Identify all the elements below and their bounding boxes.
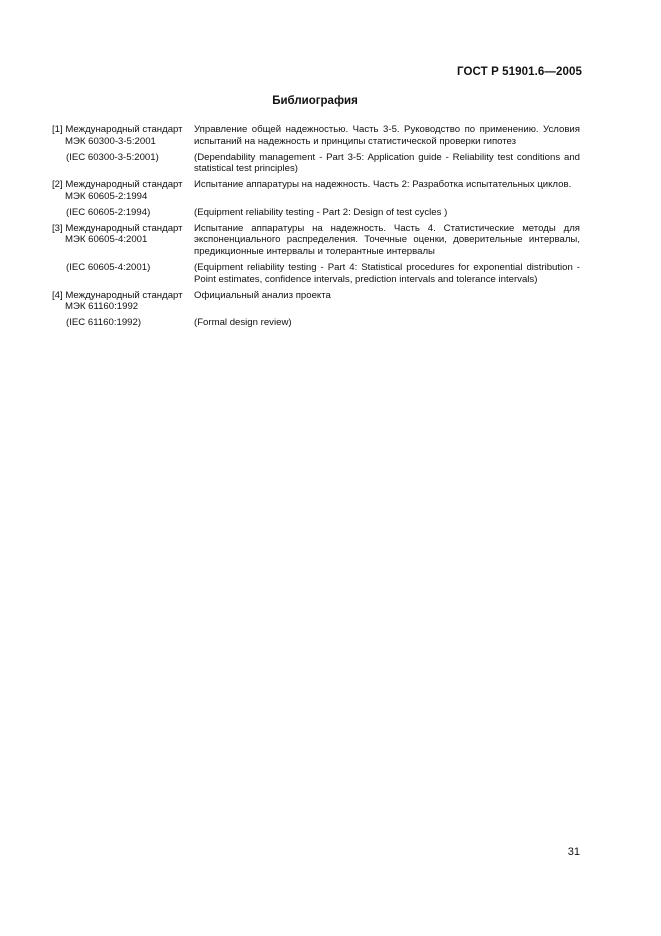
entry-reference bbox=[52, 290, 194, 314]
bibliography-entry-original bbox=[52, 317, 580, 329]
entry-ref-line2: МЭК 60605-4:2001 bbox=[65, 234, 148, 246]
entry-text: Официальный анализ проекта bbox=[194, 289, 331, 301]
bibliography-entry bbox=[52, 124, 580, 148]
entry-text: Испытание аппаратуры на надежность. Часть 4. Статистические методы для экспоненциального распределения. Точечные оценки, доверительные интервалы, предикционные интервалы и толерантные интервалы bbox=[194, 222, 580, 258]
page-number: 31 bbox=[567, 846, 580, 858]
entry-reference bbox=[52, 179, 194, 203]
entry-ref-line2: МЭК 61160:1992 bbox=[65, 301, 139, 313]
entry-ref-line1: [2] Международный стандарт bbox=[52, 179, 183, 191]
entry-original-ref: (IEC 60605-4:2001) bbox=[66, 261, 151, 273]
entry-original-text: (Equipment reliability testing - Part 4: Statistical procedures for exponential distribution - Point estimates, confidence intervals, prediction intervals and tolerance intervals) bbox=[194, 261, 580, 285]
entry-ref-line1: [1] Международный стандарт bbox=[52, 124, 183, 135]
document-id: ГОСТ Р 51901.6—2005 bbox=[457, 66, 582, 78]
entry-ref-line1: [3] Международный стандарт bbox=[52, 222, 183, 234]
bibliography-entry bbox=[52, 179, 580, 203]
entry-reference bbox=[52, 124, 194, 148]
bibliography-list bbox=[52, 124, 580, 333]
entry-reference bbox=[52, 223, 194, 258]
page-title: Библиография bbox=[272, 95, 358, 107]
entry-original-ref: (IEC 60300-3-5:2001) bbox=[66, 151, 159, 163]
entry-original-text: (Formal design review) bbox=[194, 317, 292, 329]
entry-original-ref: (IEC 60605-2:1994) bbox=[66, 206, 151, 218]
entry-original-text: (Equipment reliability testing - Part 2: Design of test cycles ) bbox=[194, 206, 448, 218]
entry-text: Управление общей надежностью. Часть 3-5. Руководство по применению. Условия испытаний на надежность и принципы статистической проверки гипотез bbox=[194, 124, 580, 147]
entry-ref-line1: [4] Международный стандарт bbox=[52, 289, 183, 301]
bibliography-entry bbox=[52, 223, 580, 258]
bibliography-entry-original bbox=[52, 152, 580, 176]
bibliography-entry-original bbox=[52, 207, 580, 219]
entry-original-ref: (IEC 61160:1992) bbox=[66, 317, 142, 329]
entry-text: Испытание аппаратуры на надежность. Часть 2: Разработка испытательных циклов. bbox=[194, 179, 572, 191]
entry-ref-line2: МЭК 60605-2:1994 bbox=[65, 190, 148, 202]
entry-ref-line2: МЭК 60300-3-5:2001 bbox=[65, 135, 156, 147]
bibliography-entry-original bbox=[52, 262, 580, 286]
bibliography-entry bbox=[52, 290, 580, 314]
entry-original-text: (Dependability management - Part 3-5: Application guide - Reliability test conditions and statistical test principles) bbox=[194, 151, 580, 175]
